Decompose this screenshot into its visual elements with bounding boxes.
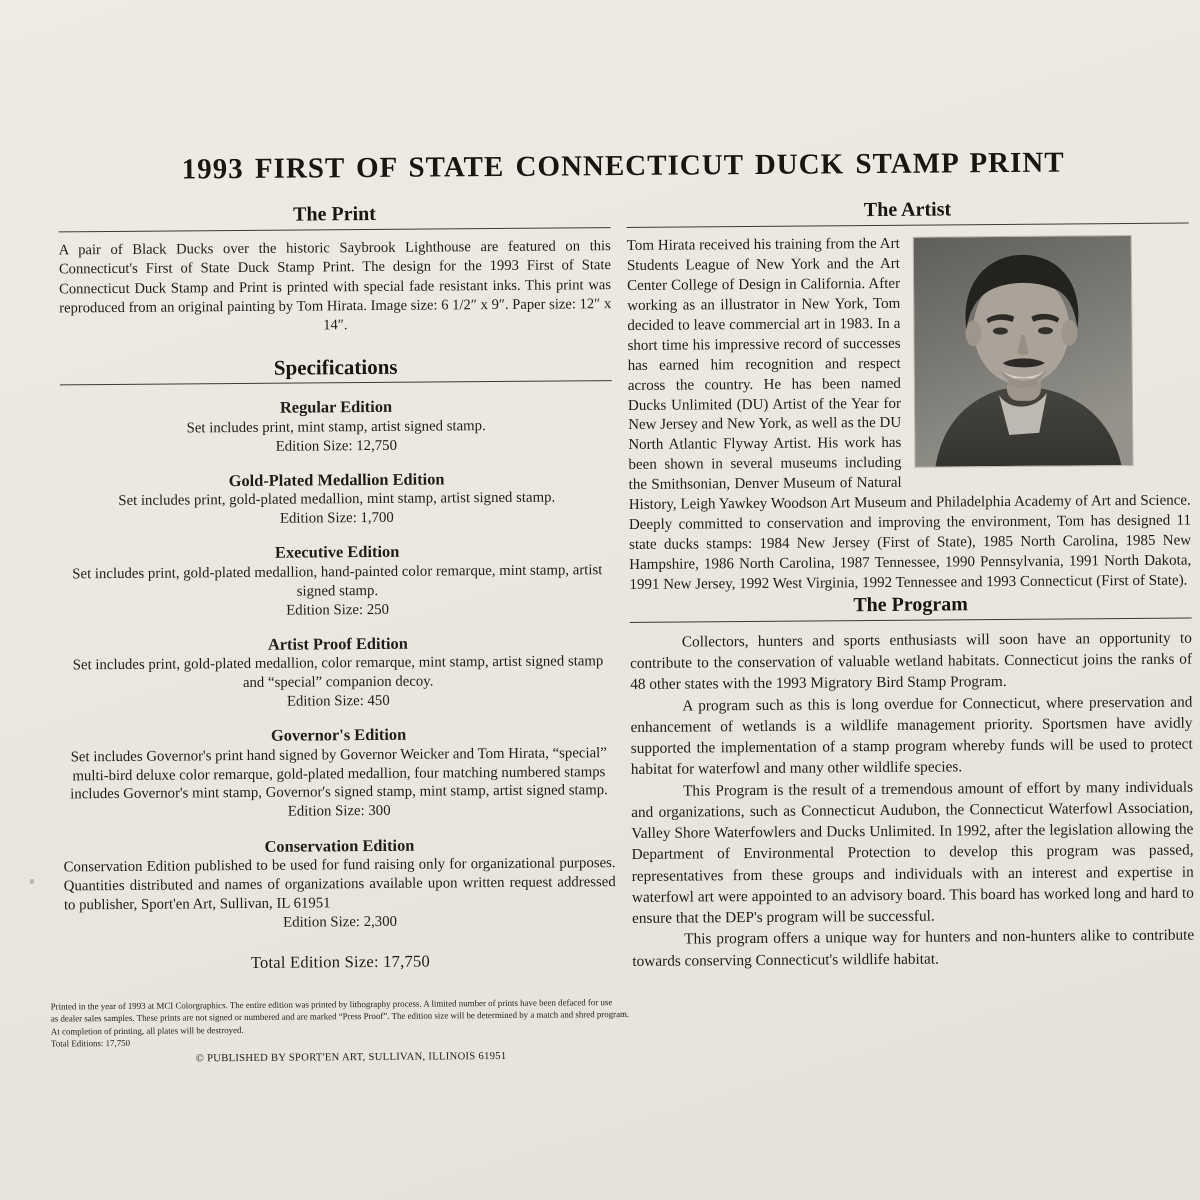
- edition-size: Edition Size: 450: [286, 692, 390, 710]
- artist-section-content: [627, 233, 1192, 596]
- print-section-heading: The Print: [58, 201, 610, 232]
- program-section: [630, 591, 1195, 971]
- edition-governors: [63, 722, 616, 824]
- edition-description: Set includes print, gold-plated medallion, color remarque, mint stamp, artist signed stamp and “special” companion decoy.: [72, 653, 604, 692]
- specifications-section: [60, 353, 617, 974]
- fine-print-line: At completion of printing, all plates will be destroyed.: [50, 1024, 244, 1037]
- artist-section: [626, 197, 1191, 596]
- publisher-copyright-line: © PUBLISHED BY SPORT'EN ART, SULLIVAN, ILLINOIS 61951: [195, 1051, 507, 1065]
- edition-size: Edition Size: 2,300: [283, 913, 398, 931]
- left-column: [50, 201, 630, 1068]
- edition-name: Artist Proof Edition: [267, 633, 408, 654]
- total-edition-size: Total Edition Size: 17,750: [250, 951, 431, 972]
- fine-print-line: Total Editions: 17,750: [50, 1037, 131, 1049]
- edition-gold-plated-medallion: [61, 467, 613, 531]
- artist-portrait-illustration: [914, 236, 1133, 467]
- edition-name: Conservation Edition: [264, 835, 415, 856]
- program-paragraph: Collectors, hunters and sports enthusiasts will soon have an opportunity to contribute to the conservation of valuable wetland habitats. Connecticut joins the ranks of 48 other states with the 1993 Migratory Bird Stamp Program.: [629, 629, 1193, 694]
- two-column-layout: [50, 197, 1195, 1069]
- edition-size: Edition Size: 1,700: [279, 509, 394, 527]
- edition-regular: [60, 394, 612, 458]
- fine-print: [51, 996, 652, 1068]
- edition-conservation: [63, 833, 616, 935]
- edition-description: Set includes print, gold-plated medallion, hand-painted color remarque, mint stamp, artist signed stamp.: [72, 561, 603, 600]
- fine-print-line: as dealer sales samples. These prints are not signed or numbered and are marked “Press Proof”. The edition size will be determined by a match and shred program.: [50, 1009, 630, 1024]
- edition-name: Regular Edition: [279, 397, 393, 418]
- paper-speck: [30, 879, 34, 884]
- fine-print-line: Printed in the year of 1993 at MCI Colorgraphics. The entire edition was printed by lithography process. A limited number of prints have been defaced for use: [50, 997, 613, 1012]
- edition-description: Set includes print, mint stamp, artist signed stamp.: [186, 417, 486, 437]
- document-sheet: [50, 146, 1195, 1069]
- edition-description: Set includes print, gold-plated medallion, mint stamp, artist signed stamp.: [118, 489, 556, 510]
- artist-section-heading: The Artist: [626, 197, 1188, 228]
- edition-size: Edition Size: 250: [286, 601, 390, 619]
- edition-executive: [61, 539, 614, 622]
- edition-name: Governor's Edition: [270, 724, 407, 746]
- print-section-body: A pair of Black Ducks over the historic Saybrook Lighthouse are featured on this Connecticut's First of State Duck Stamp Print. The design for the 1993 First of State Connecticut Duck Stamp and Print is printed with special fade resistant inks. This print was reproduced from an original painting by Tom Hirata. Image size: 6 1/2″ x 9″. Paper size: 12″ x 14″.: [58, 238, 612, 334]
- edition-size: Edition Size: 300: [287, 803, 391, 821]
- program-section-heading: The Program: [630, 591, 1192, 622]
- artist-portrait-photo: [914, 236, 1133, 467]
- right-column: [626, 197, 1195, 1064]
- edition-size: Edition Size: 12,750: [275, 437, 398, 455]
- program-paragraph: This Program is the result of a tremendous amount of effort by many individuals and organizations, such as Connecticut Audubon, the Connecticut Waterfowl Association, Valley Shore Waterfowlers and Ducks Unlimited. In 1992, after the legislation allowing the Department of Environmental Protection to develop this program was passed, representatives from these groups and individuals with an interest and expertise in waterfowl art were appointed to an advisory board. This board has worked long and hard to ensure that the DEP's program will be successful.: [631, 778, 1194, 928]
- edition-name: Executive Edition: [274, 542, 400, 563]
- edition-artist-proof: [62, 631, 615, 714]
- page-title: 1993 FIRST OF STATE CONNECTICUT DUCK STAMP PRINT: [181, 146, 1065, 186]
- edition-name: Gold-Plated Medallion Edition: [228, 469, 445, 490]
- print-section: [58, 201, 611, 338]
- edition-description: Set includes Governor's print hand signed by Governor Weicker and Tom Hirata, “special” multi-bird deluxe color remarque, gold-plated medallion, four matching numbered stamps includes Governor's mint stamp, Governor's signed stamp, mint stamp, artist signed stamp.: [70, 744, 608, 803]
- edition-description: Conservation Edition published to be used for fund raising only for organizational purposes. Quantities distributed and names of organizations available upon written request addressed to publisher, Sport'en Art, Sullivan, IL 61951: [63, 855, 616, 914]
- program-paragraph: This program offers a unique way for hunters and non-hunters alike to contribute towards conserving Connecticut's wildlife habitat.: [632, 926, 1195, 970]
- program-paragraph: A program such as this is long overdue for Connecticut, where preservation and enhancement of wetlands is a wildlife management priority. Sportsmen have avidly supported the implementation of a stamp program whereby funds will be used to protect habitat for waterfowl and many other wildlife species.: [630, 693, 1193, 779]
- artist-section-body: Tom Hirata received his training from the Art Students League of New York and the Art Center College of Design in California. After working as an illustrator in New York, Tom decided to leave commercial art in 1983. In a short time his impressive record of successes has earned him recognition and respect across the country. He has been named Ducks Unlimited (DU) Artist of the Year for New Jersey and New York, as well as the DU North Atlantic Flyway Artist. His work has been shown in several museums including the Smithsonian, Denver Museum of Natural History, Leigh Yawkey Woodson Art Museum and Philadelphia Academy of Art and Science. Deeply committed to conservation and improving the environment, Tom has designed 11 state ducks stamps: 1984 New Jersey (First of State), 1985 North Carolina, 1985 New Hampshire, 1986 North Carolina, 1987 Tennessee, 1990 Pennsylvania, 1991 North Dakota, 1991 New Jersey, 1992 West Virginia, 1992 Tennessee and 1993 Connecticut (First of State).: [626, 235, 1192, 593]
- specifications-heading: Specifications: [60, 353, 612, 385]
